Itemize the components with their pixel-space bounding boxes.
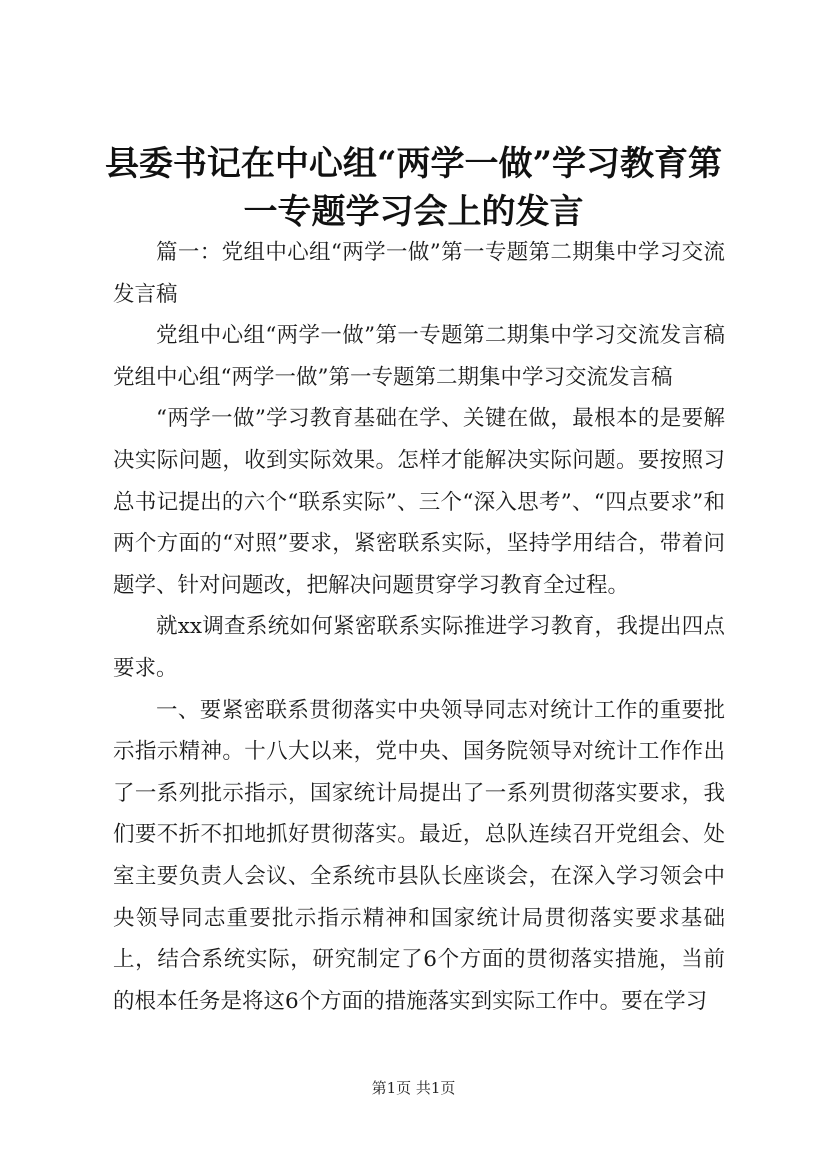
paragraph-5: 一、要紧密联系贯彻落实中央领导同志对统计工作的重要批示指示精神。十八大以来，党中央、国务院领导对统计工作作出了一系列批示指示，国家统计局提出了一系列贯彻落实要求，我们要不折不扣地抓好贯彻落实。最近，总队连续召开党组会、处室主要负责人会议、全系统市县队长座谈会，在深入学习领会中央领导同志重要批示指示精神和国家统计局贯彻落实要求基础上，结合系统实际，研究制定了6个方面的贯彻落实措施，当前的根本任务是将这6个方面的措施落实到实际工作中。要在学习 [113,697,725,1014]
paragraph-1: 篇一：党组中心组“两学一做”第一专题第二期集中学习交流发言稿 [113,240,725,307]
document-title: 县委书记在中心组“两学一做”学习教育第一专题学习会上的发言 [104,144,723,232]
paragraph-4: 就xx调查系统如何紧密联系实际推进学习教育，我提出四点要求。 [113,614,725,681]
document-body [113,232,725,1022]
page-footer: 第1页 共1页 [371,1079,456,1097]
paragraph-2: 党组中心组“两学一做”第一专题第二期集中学习交流发言稿党组中心组“两学一做”第一专题第二期集中学习交流发言稿 [113,323,725,390]
paragraph-3: “两学一做”学习教育基础在学、关键在做，最根本的是要解决实际问题，收到实际效果。怎样才能解决实际问题。要按照习总书记提出的六个“联系实际”、三个“深入思考”、“四点要求”和两个方面的“对照”要求，紧密联系实际，坚持学用结合，带着问题学、针对问题改，把解决问题贯穿学习教育全过程。 [113,406,725,598]
